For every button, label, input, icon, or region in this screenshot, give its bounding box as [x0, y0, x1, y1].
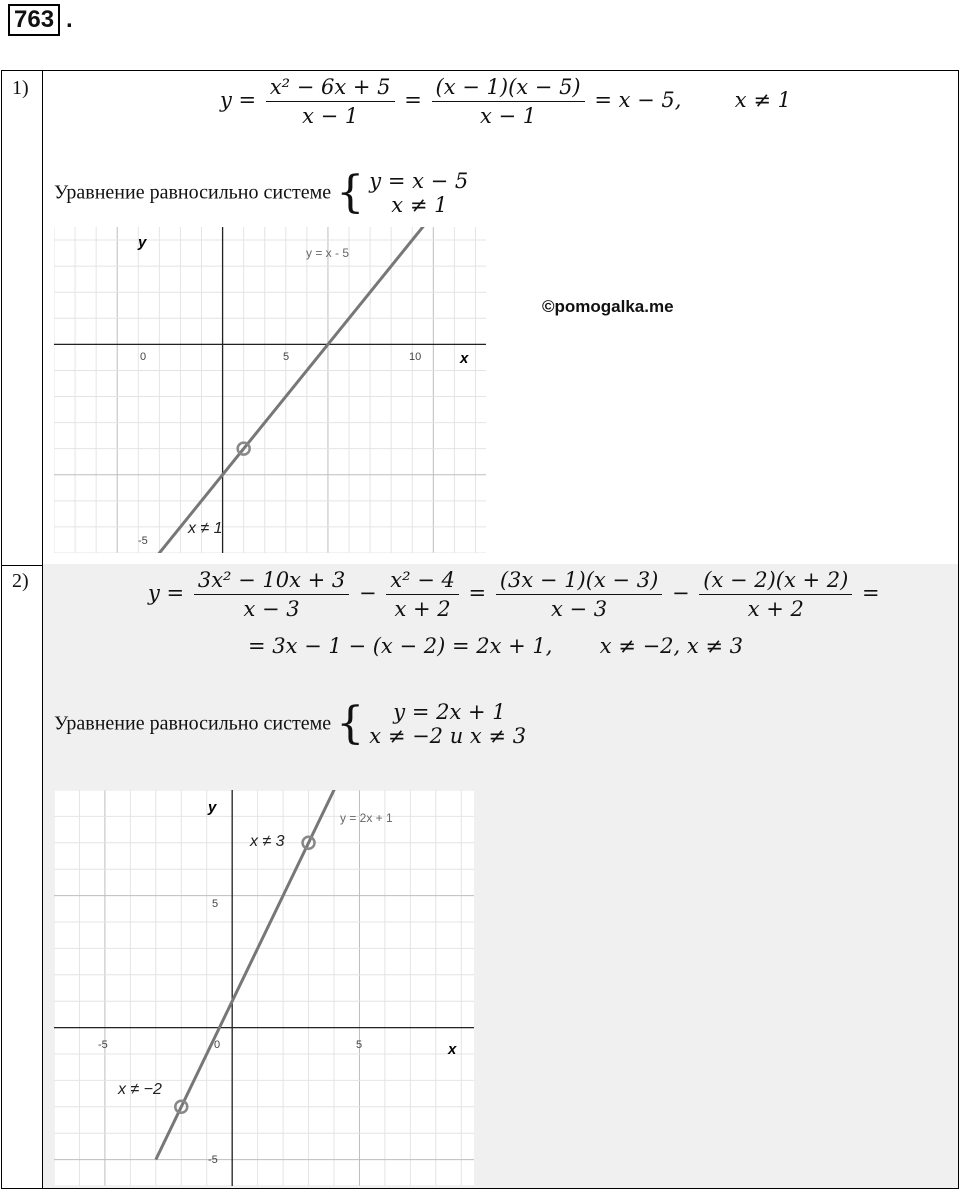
graph-2-x-label: x [448, 1041, 457, 1058]
problem-number-text: 763 [14, 6, 55, 33]
minus-sign: − [671, 581, 690, 605]
graph-1-grid [54, 227, 486, 553]
equals-sign: = [468, 581, 487, 605]
fraction-denominator: x − 1 [302, 104, 359, 128]
system-line-1: y = 2x + 1 [393, 700, 506, 724]
part-2-label: 2) [12, 570, 29, 592]
graph-1-line-label: y = x - 5 [306, 246, 350, 260]
fraction-denominator: x + 2 [394, 597, 451, 621]
fraction-numerator: (x − 2)(x + 2) [699, 568, 852, 595]
system-lines [369, 700, 526, 748]
graph-2-tick-0: 0 [214, 1039, 221, 1051]
equals-sign: = [862, 581, 880, 605]
equals-sign: = [404, 88, 422, 112]
fraction-numerator: x² − 4 [386, 568, 459, 595]
part-2-system [54, 700, 526, 748]
part-2-equation-line-1 [148, 568, 880, 621]
graph-2-ytick-neg5: -5 [208, 1154, 218, 1166]
fraction-2 [386, 568, 459, 621]
graph-2 [54, 790, 474, 1186]
fraction-numerator: (x − 1)(x − 5) [432, 75, 585, 102]
solution-part-2 [1, 564, 959, 1189]
eq-restriction: x ≠ 1 [734, 88, 791, 112]
part-number-column [2, 71, 43, 565]
system-line-1: y = x − 5 [369, 169, 469, 193]
system-line-2: x ≠ 1 [391, 193, 448, 217]
fraction-denominator: x − 1 [480, 104, 537, 128]
eq-lhs: y = [220, 88, 257, 112]
fraction-numerator: 3x² − 10x + 3 [194, 568, 349, 595]
system-text: Уравнение равносильно системе [54, 181, 332, 204]
problem-number-dot: . [66, 6, 73, 33]
fraction-1 [194, 568, 349, 621]
graph-1-tick-5: 5 [283, 351, 290, 363]
part-2-equation-line-2 [248, 634, 743, 658]
graph-2-ytick-5: 5 [212, 898, 219, 910]
system-text: Уравнение равносильно системе [54, 712, 332, 735]
problem-number [8, 4, 60, 36]
eq-lhs: y = [148, 581, 185, 605]
watermark: ©pomogalka.me [542, 297, 674, 316]
graph-2-y-label: y [208, 799, 217, 816]
fraction-denominator: x + 2 [747, 597, 804, 621]
part-1-label: 1) [12, 77, 29, 99]
graph-1-tick-10: 10 [409, 351, 422, 363]
fraction-1 [266, 75, 395, 128]
graph-1-hole-label: x ≠ 1 [188, 520, 223, 537]
graph-1 [54, 227, 486, 553]
graph-2-hole-2-label: x ≠ −2 [118, 1081, 162, 1098]
fraction-denominator: x − 3 [243, 597, 300, 621]
graph-1-tick-0: 0 [140, 351, 147, 363]
graph-1-tick-neg5: -5 [138, 535, 148, 547]
system-line-2: x ≠ −2 и x ≠ 3 [369, 724, 527, 748]
fraction-denominator: x − 3 [550, 597, 608, 621]
part-1-equation [220, 75, 791, 128]
graph-2-tick-5: 5 [356, 1039, 363, 1051]
system-brace: { [336, 698, 365, 749]
fraction-4 [699, 568, 852, 621]
part-number-column [2, 564, 43, 1188]
solution-part-1 [1, 70, 959, 566]
graph-1-axes [54, 227, 486, 553]
part-1-system [54, 169, 468, 217]
fraction-2 [432, 75, 585, 128]
graph-2-line-label: y = 2x + 1 [340, 811, 393, 825]
fraction-numerator: x² − 6x + 5 [266, 75, 395, 102]
fraction-3 [496, 568, 662, 621]
graph-1-x-label: x [460, 350, 469, 367]
system-brace: { [336, 167, 365, 218]
eq-result: = x − 5, [594, 88, 682, 112]
fraction-numerator: (3x − 1)(x − 3) [496, 568, 662, 595]
system-lines [369, 169, 468, 217]
graph-1-line [75, 227, 486, 553]
eq-restriction: x ≠ −2, x ≠ 3 [599, 634, 744, 658]
minus-sign: − [358, 581, 377, 605]
graph-2-tick-neg5: -5 [98, 1039, 108, 1051]
eq-line-2: = 3x − 1 − (x − 2) = 2x + 1, [248, 634, 553, 658]
graph-1-y-label: y [138, 234, 147, 251]
graph-2-hole-1-label: x ≠ 3 [250, 833, 285, 850]
